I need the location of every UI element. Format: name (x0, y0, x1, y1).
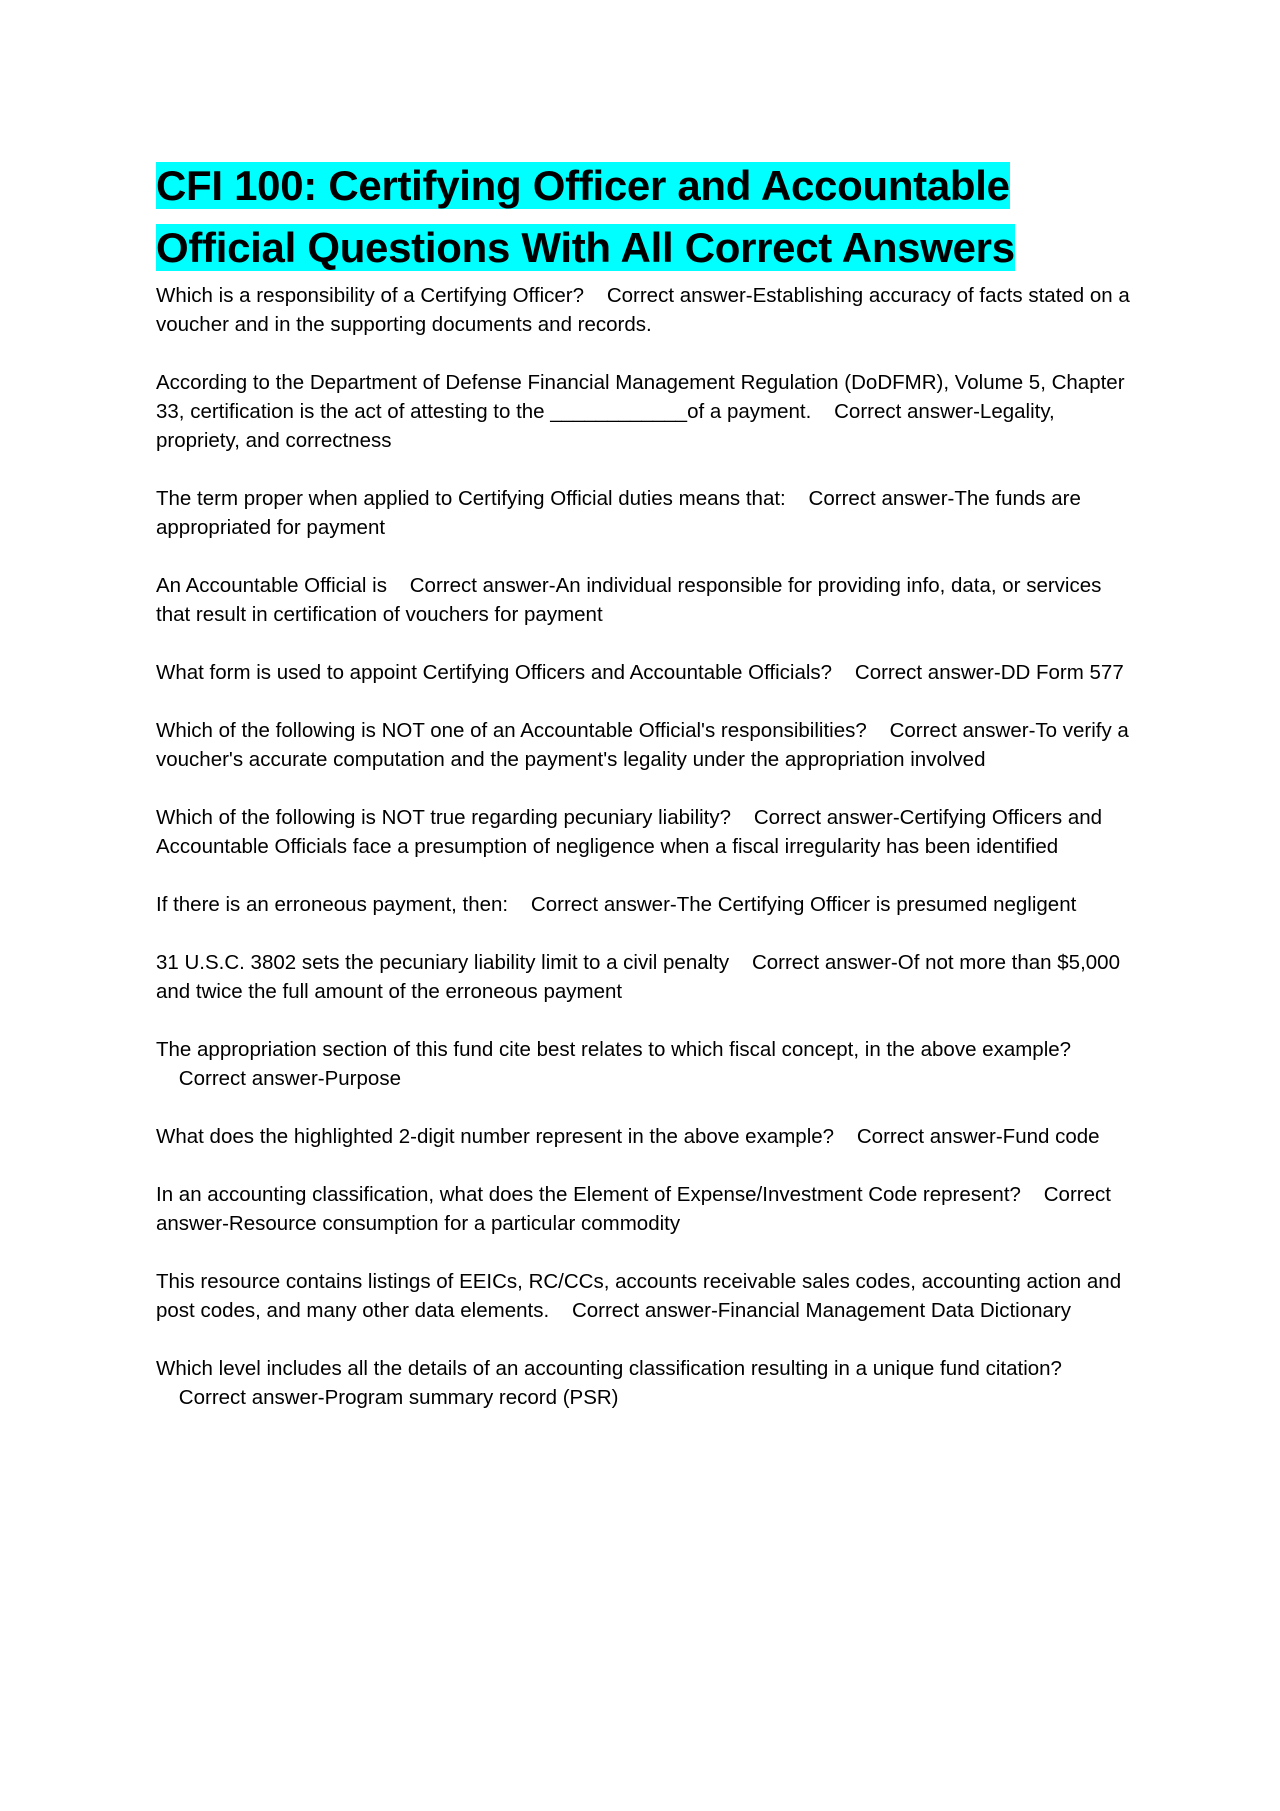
question-text: According to the Department of Defense Financial Management Regulation (DoDFMR), Volume 5, Chapter 33, certification is the act of attesting to the ____________of a payment. (156, 371, 1125, 423)
qa-item (156, 1122, 1136, 1151)
question-text: The appropriation section of this fund cite best relates to which fiscal concept, in the above example? (156, 1038, 1072, 1061)
question-text: What does the highlighted 2-digit number represent in the above example? (156, 1125, 835, 1148)
answer-text: The Certifying Officer is presumed negligent (676, 893, 1077, 916)
question-text: Which of the following is NOT true regarding pecuniary liability? (156, 806, 732, 829)
answer-prefix: Correct answer- (889, 719, 1036, 742)
question-answer-gap (832, 661, 855, 684)
answer-text: Of not more than $5,000 and twice the full amount of the erroneous payment (156, 951, 1120, 1003)
answer-prefix: Correct answer- (854, 661, 1001, 684)
answer-text: Legality, propriety, and correctness (156, 400, 1055, 452)
answer-prefix: Correct answer- (808, 487, 955, 510)
question-answer-gap (156, 1067, 179, 1090)
qa-item (156, 484, 1136, 542)
qa-item (156, 803, 1136, 861)
question-text: This resource contains listings of EEICs, RC/CCs, accounts receivable sales codes, accounting action and post codes, and many other data elements. (156, 1270, 1122, 1322)
answer-text: Establishing accuracy of facts stated on a voucher and in the supporting documents and records. (156, 284, 1130, 336)
answer-text: Financial Management Data Dictionary (717, 1299, 1071, 1322)
qa-list (156, 281, 1136, 1412)
question-text: 31 U.S.C. 3802 sets the pecuniary liability limit to a civil penalty (156, 951, 730, 974)
question-answer-gap (508, 893, 531, 916)
question-answer-gap (584, 284, 607, 307)
qa-item (156, 890, 1136, 919)
qa-item (156, 716, 1136, 774)
answer-prefix: Correct answer- (834, 400, 980, 423)
question-text: Which level includes all the details of an accounting classification resulting in a unique fund citation? (156, 1357, 1062, 1380)
answer-prefix: Correct answer- (606, 284, 753, 307)
answer-prefix: Correct answer- (530, 893, 677, 916)
question-answer-gap (156, 1386, 179, 1409)
question-answer-gap (729, 951, 752, 974)
qa-item (156, 571, 1136, 629)
answer-prefix: Correct answer- (751, 951, 898, 974)
question-answer-gap (834, 1125, 857, 1148)
answer-prefix: Correct answer- (156, 1183, 1111, 1235)
answer-text: Purpose (324, 1067, 401, 1090)
document-title (156, 155, 1136, 279)
question-answer-gap (867, 719, 890, 742)
qa-item (156, 658, 1136, 687)
qa-item (156, 1267, 1136, 1325)
question-answer-gap (387, 574, 410, 597)
answer-prefix: Correct answer- (178, 1386, 325, 1409)
question-text: Which of the following is NOT one of an Accountable Official's responsibilities? (156, 719, 867, 742)
qa-item (156, 1180, 1136, 1238)
question-text: In an accounting classification, what does the Element of Expense/Investment Code represent? (156, 1183, 1021, 1206)
answer-prefix: Correct answer- (753, 806, 900, 829)
answer-prefix: Correct answer- (856, 1125, 1003, 1148)
answer-text: DD Form 577 (1000, 661, 1124, 684)
question-answer-gap (731, 806, 754, 829)
question-text: What form is used to appoint Certifying Officers and Accountable Officials? (156, 661, 833, 684)
question-text: An Accountable Official is (156, 574, 387, 597)
answer-text: Certifying Officers and Accountable Officials face a presumption of negligence when a fiscal irregularity has been identified (156, 806, 1103, 858)
qa-item (156, 948, 1136, 1006)
answer-text: Resource consumption for a particular commodity (228, 1212, 681, 1235)
document-page (156, 155, 1136, 1441)
question-text: If there is an erroneous payment, then: (156, 893, 509, 916)
answer-prefix: Correct answer- (178, 1067, 325, 1090)
question-text: Which is a responsibility of a Certifying Officer? (156, 284, 585, 307)
qa-item (156, 1035, 1136, 1093)
question-answer-gap (786, 487, 809, 510)
answer-text: The funds are appropriated for payment (156, 487, 1081, 539)
question-answer-gap (1021, 1183, 1044, 1206)
answer-text: To verify a voucher's accurate computation and the payment's legality under the appropriation involved (156, 719, 1129, 771)
answer-prefix: Correct answer- (409, 574, 556, 597)
answer-text: An individual responsible for providing info, data, or services that result in certification of vouchers for payment (156, 574, 1102, 626)
highlighted-title-text: CFI 100: Certifying Officer and Accountable Official Questions With All Correct Answers (156, 162, 1015, 271)
question-answer-gap (549, 1299, 572, 1322)
answer-text: Program summary record (PSR) (324, 1386, 619, 1409)
qa-item (156, 368, 1136, 455)
answer-text: Fund code (1002, 1125, 1100, 1148)
question-answer-gap (811, 400, 834, 423)
answer-prefix: Correct answer- (571, 1299, 718, 1322)
question-text: The term proper when applied to Certifying Official duties means that: (156, 487, 786, 510)
qa-item (156, 1354, 1136, 1412)
qa-item (156, 281, 1136, 339)
